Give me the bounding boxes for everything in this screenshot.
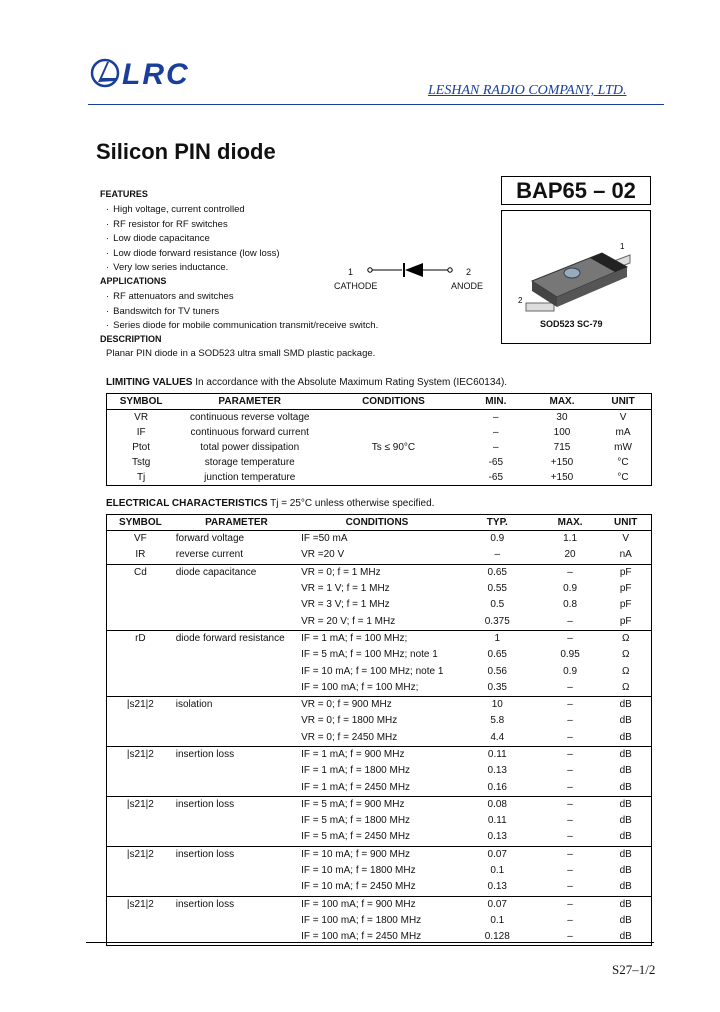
table-cell: IF = 100 mA; f = 100 MHz;: [301, 681, 419, 693]
table-cell: –: [567, 765, 573, 777]
table-cell: Cd: [107, 564, 174, 581]
table-row: [107, 647, 652, 663]
list-item: · Very low series inductance.: [106, 262, 229, 273]
table-row: [107, 547, 652, 564]
table-cell: [107, 663, 174, 679]
table-cell: 0.128: [484, 931, 510, 943]
table-cell: dB: [600, 696, 651, 713]
table-cell: IR: [135, 549, 146, 561]
table-cell: continuous reverse voltage: [189, 412, 310, 423]
table-cell: 20: [564, 549, 576, 561]
table-cell: –: [567, 715, 573, 727]
table-cell: [107, 613, 174, 630]
table-cell: IF = 1 mA; f = 900 MHz: [299, 746, 455, 763]
table-cell: dB: [619, 931, 632, 943]
table-cell: storage temperature: [204, 457, 295, 468]
table-row: [107, 846, 652, 863]
table-cell: 0.13: [487, 765, 507, 777]
table-cell: dB: [619, 815, 632, 827]
table-cell: VR = 3 V; f = 1 MHz: [301, 599, 390, 611]
company-name: LESHAN RADIO COMPANY, LTD.: [428, 83, 627, 98]
table-row: [107, 863, 652, 879]
table-cell: dB: [600, 896, 651, 913]
table-cell: [324, 455, 463, 470]
table-cell: –: [567, 731, 573, 743]
table-cell: [107, 581, 174, 597]
table-cell: °C: [617, 457, 629, 468]
table-cell: 0.1: [490, 865, 505, 877]
table-cell: pF: [619, 583, 632, 595]
table-header-row: SYMBOL PARAMETER CONDITIONS TYP. MAX. UNIT: [107, 515, 652, 531]
table-header-row: SYMBOL PARAMETER CONDITIONS MIN. MAX. UNIT: [107, 394, 652, 410]
table-cell: –: [567, 681, 573, 693]
table-cell: –: [567, 931, 573, 943]
table-cell: 0.08: [455, 796, 540, 813]
table-cell: Tstg: [131, 457, 151, 468]
features-heading: FEATURES: [100, 189, 148, 199]
list-item: · Series diode for mobile communication transmit/receive switch.: [106, 320, 379, 331]
page-number: S27–1/2: [612, 962, 656, 977]
table-cell: [174, 913, 299, 929]
table-cell: –: [567, 831, 573, 843]
package-pin2-label: 2: [518, 296, 523, 305]
table-cell: –: [494, 549, 501, 561]
table-cell: 0.65: [455, 564, 540, 581]
table-row: [107, 630, 652, 647]
table-row: [107, 581, 652, 597]
table-cell: [107, 763, 174, 779]
table-row: [107, 440, 652, 455]
table-cell: [324, 470, 463, 486]
symbol-pin1: 1: [348, 267, 354, 277]
table-cell: Ω: [600, 630, 651, 647]
table-cell: -65: [488, 472, 504, 483]
table-cell: Ω: [621, 649, 630, 661]
table-cell: dB: [600, 746, 651, 763]
table-cell: –: [493, 412, 499, 423]
table-cell: –: [493, 427, 499, 438]
table-cell: [107, 779, 174, 796]
table-cell: –: [567, 615, 573, 627]
table-cell: 0.13: [487, 831, 507, 843]
table-cell: mW: [614, 442, 632, 453]
table-cell: dB: [619, 731, 632, 743]
table-cell: dB: [619, 781, 632, 793]
table-cell: 100: [553, 427, 571, 438]
table-cell: |s21|2: [107, 746, 174, 763]
table-cell: |s21|2: [107, 796, 174, 813]
table-cell: [107, 813, 174, 829]
table-cell: insertion loss: [174, 896, 299, 913]
table-cell: IF = 10 mA; f = 1800 MHz: [301, 865, 416, 877]
table-cell: [107, 929, 174, 946]
table-cell: 0.8: [563, 599, 578, 611]
table-cell: +150: [550, 457, 574, 468]
table-cell: [174, 929, 299, 946]
table-cell: 0.11: [455, 746, 540, 763]
table-row: [107, 913, 652, 929]
table-row: [107, 696, 652, 713]
table-cell: [174, 763, 299, 779]
list-item: · Low diode forward resistance (low loss): [106, 247, 280, 259]
table-cell: IF = 10 mA; f = 2450 MHz: [301, 881, 416, 893]
table-cell: [174, 647, 299, 663]
table-cell: forward voltage: [175, 533, 245, 545]
table-cell: 0.16: [487, 781, 507, 793]
table-cell: –: [567, 815, 573, 827]
lrc-logo-icon: [90, 56, 120, 90]
table-cell: [174, 597, 299, 613]
table-row: [107, 680, 652, 697]
table-cell: –: [540, 846, 601, 863]
table-cell: 0.9: [490, 533, 505, 545]
table-cell: IF = 5 mA; f = 1800 MHz: [301, 815, 411, 827]
part-number-box: BAP65 – 02: [501, 176, 651, 205]
table-cell: dB: [619, 715, 632, 727]
table-cell: IF = 1 mA; f = 2450 MHz: [301, 781, 411, 793]
table-cell: 0.07: [455, 896, 540, 913]
table-cell: 0.65: [487, 649, 507, 661]
table-cell: –: [540, 746, 601, 763]
table-cell: 1.1: [563, 533, 578, 545]
table-cell: dB: [600, 796, 651, 813]
table-cell: 715: [553, 442, 571, 453]
table-cell: 0.11: [487, 815, 507, 827]
table-row: [107, 929, 652, 946]
table-cell: IF = 10 mA; f = 100 MHz; note 1: [301, 665, 444, 677]
table-cell: 0.55: [487, 583, 507, 595]
table-cell: VR = 0; f = 900 MHz: [299, 696, 455, 713]
table-cell: dB: [619, 881, 632, 893]
table-cell: [174, 863, 299, 879]
header-divider: [88, 104, 664, 105]
table-cell: [174, 713, 299, 729]
table-cell: [107, 647, 174, 663]
table-cell: [107, 863, 174, 879]
table-row: [107, 470, 652, 486]
table-row: [107, 730, 652, 747]
table-cell: Tj: [136, 472, 146, 483]
table-cell: mA: [615, 427, 631, 438]
table-row: [107, 425, 652, 440]
table-cell: –: [540, 564, 601, 581]
table-row: [107, 713, 652, 729]
table-cell: [174, 663, 299, 679]
table-cell: IF = 1 mA; f = 1800 MHz: [301, 765, 411, 777]
table-cell: rD: [107, 630, 174, 647]
package-pin1-label: 1: [620, 242, 625, 251]
logo-text: LRC: [122, 58, 190, 91]
table-row: [107, 813, 652, 829]
symbol-pin2: 2: [466, 267, 472, 277]
table-cell: VR = 0; f = 1 MHz: [299, 564, 455, 581]
table-cell: IF: [136, 427, 146, 438]
symbol-anode: ANODE: [451, 281, 484, 291]
table-cell: pF: [619, 599, 632, 611]
table-cell: dB: [619, 865, 632, 877]
table-cell: 4.4: [490, 731, 505, 743]
table-cell: Ptot: [132, 442, 151, 453]
table-cell: 30: [556, 412, 568, 423]
table-cell: continuous forward current: [190, 427, 309, 438]
table-cell: [174, 813, 299, 829]
table-cell: [107, 597, 174, 613]
table-cell: [174, 829, 299, 846]
table-cell: -65: [488, 457, 504, 468]
table-row: [107, 597, 652, 613]
table-cell: total power dissipation: [200, 442, 300, 453]
table-cell: IF = 5 mA; f = 2450 MHz: [301, 831, 411, 843]
table-cell: dB: [600, 846, 651, 863]
table-cell: VR = 20 V; f = 1 MHz: [301, 615, 396, 627]
table-cell: VR = 0; f = 1800 MHz: [301, 715, 398, 727]
footer-divider: [86, 942, 654, 943]
table-cell: IF = 10 mA; f = 900 MHz: [299, 846, 455, 863]
table-cell: Ω: [621, 665, 630, 677]
table-cell: +150: [550, 472, 574, 483]
table-cell: insertion loss: [174, 746, 299, 763]
table-cell: dB: [619, 765, 632, 777]
table-cell: reverse current: [175, 549, 243, 561]
table-row: [107, 663, 652, 679]
table-row: [107, 531, 652, 548]
table-cell: IF = 5 mA; f = 100 MHz; note 1: [301, 649, 438, 661]
table-cell: [174, 779, 299, 796]
table-cell: 10: [455, 696, 540, 713]
package-label: SOD523 SC-79: [540, 319, 603, 329]
table-cell: IF = 5 mA; f = 900 MHz: [299, 796, 455, 813]
table-cell: 0.375: [484, 615, 510, 627]
table-row: [107, 410, 652, 426]
table-cell: 0.35: [487, 681, 507, 693]
table-cell: |s21|2: [107, 696, 174, 713]
table-row: [107, 879, 652, 896]
table-cell: pF: [619, 615, 632, 627]
table-row: [107, 896, 652, 913]
table-cell: nA: [619, 549, 632, 561]
table-cell: VR =20 V: [301, 549, 345, 561]
table-cell: –: [567, 914, 573, 926]
table-cell: [107, 829, 174, 846]
table-cell: |s21|2: [107, 896, 174, 913]
table-cell: VF: [133, 533, 147, 545]
table-cell: insertion loss: [174, 796, 299, 813]
table-cell: 0.9: [563, 583, 578, 595]
table-row: [107, 779, 652, 796]
table-cell: Ts ≤ 90°C: [371, 442, 416, 453]
table-cell: IF = 100 mA; f = 1800 MHz: [301, 914, 422, 926]
table-cell: VR = 0; f = 2450 MHz: [301, 731, 398, 743]
applications-heading: APPLICATIONS: [100, 276, 167, 286]
table-cell: Ω: [621, 681, 630, 693]
electrical-characteristics-table: [106, 514, 652, 946]
table-cell: –: [540, 796, 601, 813]
table-cell: [324, 410, 463, 426]
table-cell: –: [493, 442, 499, 453]
table-cell: –: [540, 896, 601, 913]
table-cell: [107, 680, 174, 697]
table-cell: –: [540, 630, 601, 647]
description-text: Planar PIN diode in a SOD523 ultra small SMD plastic package.: [106, 348, 376, 359]
table-cell: diode capacitance: [174, 564, 299, 581]
table-row: [107, 829, 652, 846]
table-row: [107, 613, 652, 630]
table-cell: VR: [134, 412, 149, 423]
features-list: [106, 203, 280, 276]
table-cell: 0.56: [487, 665, 507, 677]
table-cell: [107, 730, 174, 747]
table-cell: isolation: [174, 696, 299, 713]
table-row: [107, 746, 652, 763]
table-cell: –: [567, 881, 573, 893]
table-cell: [107, 879, 174, 896]
table-cell: 0.07: [455, 846, 540, 863]
list-item: · High voltage, current controlled: [106, 204, 245, 215]
table-cell: 0.1: [490, 914, 505, 926]
table-row: [107, 796, 652, 813]
table-cell: |s21|2: [107, 846, 174, 863]
limiting-values-caption: LIMITING VALUES In accordance with the Absolute Maximum Rating System (IEC60134).: [106, 377, 508, 388]
table-cell: [174, 730, 299, 747]
table-cell: junction temperature: [204, 472, 296, 483]
list-item: · RF resistor for RF switches: [106, 218, 228, 230]
table-cell: dB: [619, 914, 632, 926]
table-cell: IF = 100 mA; f = 2450 MHz: [301, 931, 422, 943]
table-cell: [174, 680, 299, 697]
table-cell: 0.13: [487, 881, 507, 893]
table-cell: –: [540, 696, 601, 713]
description-heading: DESCRIPTION: [100, 334, 162, 344]
table-cell: [107, 713, 174, 729]
symbol-cathode: CATHODE: [334, 281, 378, 291]
table-cell: 0.9: [563, 665, 578, 677]
list-item: · RF attenuators and switches: [106, 291, 234, 302]
table-cell: VR = 1 V; f = 1 MHz: [301, 583, 390, 595]
table-cell: IF = 100 mA; f = 900 MHz: [299, 896, 455, 913]
electrical-caption: ELECTRICAL CHARACTERISTICS Tj = 25°C unless otherwise specified.: [106, 498, 435, 509]
list-item: · Bandswitch for TV tuners: [106, 305, 220, 317]
table-cell: [107, 913, 174, 929]
table-cell: [174, 879, 299, 896]
table-cell: V: [619, 412, 627, 423]
table-cell: dB: [619, 831, 632, 843]
table-cell: 1: [455, 630, 540, 647]
table-cell: insertion loss: [174, 846, 299, 863]
list-item: · Low diode capacitance: [106, 233, 210, 244]
table-cell: [174, 613, 299, 630]
table-cell: 0.95: [560, 649, 580, 661]
limiting-values-table: [106, 393, 652, 486]
table-cell: –: [567, 865, 573, 877]
table-cell: 5.8: [490, 715, 505, 727]
table-cell: [174, 581, 299, 597]
page-title: Silicon PIN diode: [96, 139, 276, 164]
table-cell: °C: [617, 472, 629, 483]
table-cell: [324, 425, 463, 440]
table-cell: pF: [600, 564, 651, 581]
table-row: [107, 763, 652, 779]
table-cell: IF =50 mA: [301, 533, 348, 545]
table-cell: V: [622, 533, 630, 545]
table-cell: –: [567, 781, 573, 793]
table-cell: 0.5: [490, 599, 505, 611]
table-row: [107, 564, 652, 581]
table-cell: IF = 1 mA; f = 100 MHz;: [299, 630, 455, 647]
table-cell: diode forward resistance: [174, 630, 299, 647]
table-row: [107, 455, 652, 470]
